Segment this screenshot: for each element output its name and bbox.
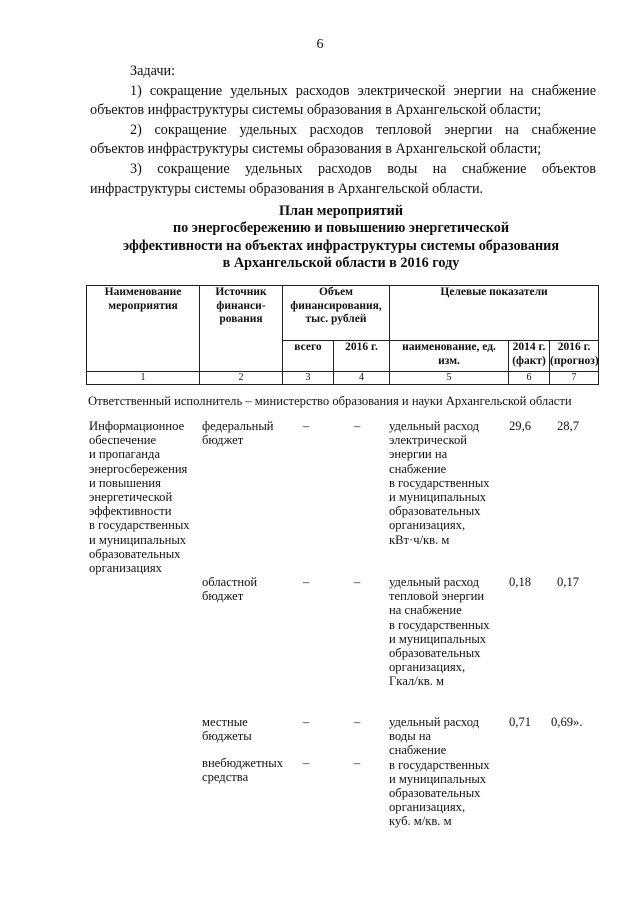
plan-title [86,203,596,273]
header-funding: Объем финансирования, тыс. рублей [283,286,390,341]
source-line: местные [202,715,248,729]
header-indicator-name: наименование, ед. изм. [390,341,509,372]
measure-line: обеспечение [89,433,157,448]
plan-title-line: План мероприятий [279,203,403,219]
indicator-line: организациях, [389,518,466,533]
header-indicators: Целевые показатели [390,286,599,341]
column-number: 4 [334,372,390,385]
task-3-line-1: 3) сокращение удельных расходов воды на снабжение объектов [130,160,596,177]
indicator-electricity [389,419,490,547]
measure-line: и муниципальных [89,532,187,547]
indicator-line: в государственных [389,475,490,490]
indicator-line: удельный расход [389,575,480,589]
task-3-line-2: инфраструктуры системы образования в Архангельской области. [90,180,484,197]
forecast-2016: 0,17 [557,575,580,589]
funding-total: – [303,756,310,770]
indicator-line: энергии на [389,447,448,462]
indicator-heat [389,575,490,689]
forecast-2016: 28,7 [557,419,580,433]
task-1-line-1: 1) сокращение удельных расходов электрической энергии на снабжение [130,82,596,99]
measure-line: энергосбережения [89,461,188,476]
column-number: 3 [283,372,334,385]
source-line: внебюджетных [202,756,283,770]
header-source: Источник финанси-рования [200,286,283,372]
indicator-line: снабжение [389,743,447,758]
indicator-line: и муниципальных [389,490,487,505]
indicator-line: и муниципальных [389,631,487,646]
indicator-line: и муниципальных [389,771,487,786]
indicator-line: организациях, [389,800,466,815]
indicator-line: в государственных [389,757,490,772]
indicator-water [389,715,490,829]
funding-2016: – [354,756,361,770]
source-line: бюджеты [202,729,252,744]
source-line: федеральный [202,419,274,433]
header-2016: 2016 г. [334,341,390,372]
measure-line: энергетической [89,490,173,505]
indicator-line: воды на [389,729,432,744]
indicator-line: Гкал/кв. м [389,674,445,689]
task-2-line-1: 2) сокращение удельных расходов тепловой энергии на снабжение [130,121,596,138]
measure-line: и пропаганда [89,447,161,462]
page-number: 6 [316,37,324,52]
forecast-2016: 0,69». [551,715,583,729]
tasks-section [90,62,596,199]
header-measure: Наименование мероприятия [87,286,200,372]
source-line: областной [202,575,258,589]
indicator-line: электрической [389,433,468,448]
task-2-line-2: объектов инфраструктуры системы образования в Архангельской области; [90,141,542,158]
plan-table-header [86,285,598,385]
fact-2014: 0,18 [509,575,532,589]
funding-2016: – [354,575,361,589]
plan-title-line: эффективности на объектах инфраструктуры системы образования [122,237,560,254]
header-total: всего [283,341,334,372]
indicator-line: кВт·ч/кв. м [389,532,450,547]
plan-title-line: в Архангельской области в 2016 году [222,255,460,272]
source-line: бюджет [202,433,244,448]
indicator-line: тепловой энергии [389,589,485,604]
funding-total: – [303,715,310,729]
measure-line: эффективности [89,504,172,519]
source-extrabudgetary [202,756,283,784]
header-2016-forecast: 2016 г. (прогноз) [550,341,599,372]
indicator-line: удельный расход [389,715,480,729]
column-number: 2 [200,372,283,385]
measure-line: и повышения [89,475,161,490]
plan-title-line: по энергосбережению и повышению энергетической [172,220,510,237]
indicator-line: образовательных [389,504,481,519]
fact-2014: 0,71 [509,715,532,729]
indicator-line: на снабжение [389,603,462,618]
header-2014-fact: 2014 г. (факт) [509,341,550,372]
source-federal [202,419,274,447]
source-line: бюджет [202,589,244,604]
fact-2014: 29,6 [509,419,532,433]
column-number: 1 [87,372,200,385]
indicator-line: в государственных [389,617,490,632]
tasks-heading: Задачи: [130,63,176,79]
column-number: 5 [390,372,509,385]
column-number: 6 [509,372,550,385]
funding-2016: – [354,715,361,729]
funding-2016: – [354,419,361,433]
indicator-line: образовательных [389,646,481,661]
indicator-line: организациях, [389,660,466,675]
source-regional [202,575,257,603]
task-1-line-2: объектов инфраструктуры системы образования в Архангельской области; [90,102,542,119]
source-local [202,715,252,743]
measure-name [89,419,190,575]
source-line: средства [202,770,249,785]
funding-total: – [303,419,310,433]
column-number: 7 [550,372,599,385]
indicator-line: удельный расход [389,419,480,433]
indicator-line: снабжение [389,461,447,476]
funding-total: – [303,575,310,589]
indicator-line: куб. м/кв. м [389,814,452,829]
responsible-executor: Ответственный исполнитель – министерство образования и науки Архангельской области [88,394,572,408]
indicator-line: образовательных [389,786,481,801]
measure-line: Информационное [89,419,185,433]
measure-line: организациях [89,561,162,576]
measure-line: образовательных [89,546,181,561]
measure-line: в государственных [89,518,190,533]
